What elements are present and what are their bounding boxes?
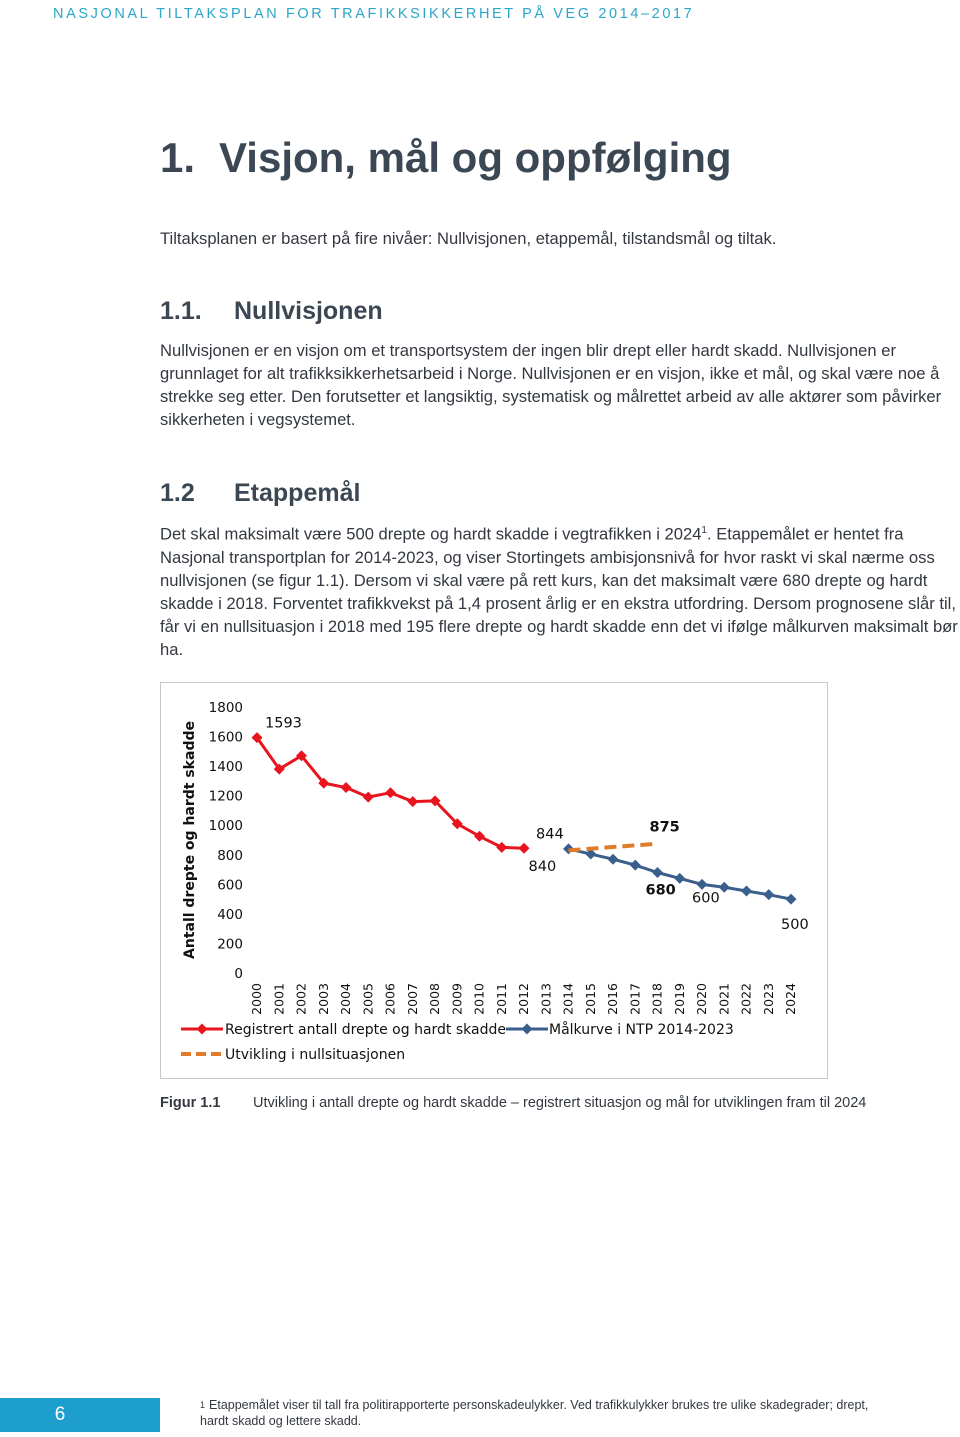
legend-label: Målkurve i NTP 2014-2023 — [549, 1022, 734, 1038]
data-label: 500 — [781, 917, 809, 934]
data-point — [741, 885, 752, 896]
section-title: Nullvisjonen — [234, 297, 383, 325]
y-tick-label: 800 — [217, 847, 243, 864]
legend-swatch-marker — [522, 1024, 533, 1035]
x-tick-label: 2021 — [716, 983, 732, 1015]
x-tick-label: 2000 — [249, 983, 264, 1015]
x-tick-label: 2011 — [493, 983, 509, 1015]
y-tick-label: 1800 — [208, 700, 243, 716]
data-point — [630, 860, 641, 871]
x-tick-label: 2014 — [560, 983, 576, 1015]
data-label: 840 — [528, 858, 557, 875]
section-number: 1.1. — [160, 297, 202, 325]
data-point — [385, 787, 396, 798]
x-tick-label: 2006 — [382, 983, 398, 1015]
x-tick-label: 2001 — [271, 983, 287, 1015]
data-point — [697, 879, 708, 890]
chapter-heading — [160, 134, 732, 182]
y-tick-label: 1400 — [208, 759, 243, 776]
data-point — [786, 894, 797, 905]
x-tick-label: 2013 — [538, 983, 554, 1015]
data-label: 680 — [645, 882, 676, 899]
data-point — [674, 873, 685, 884]
data-point — [652, 867, 663, 878]
x-tick-label: 2005 — [360, 983, 376, 1015]
section-number: 1.2 — [160, 479, 195, 507]
etappemal-text-end: . Etappemålet er hentet fra Nasjonal transportplan for 2014-2023, og viser Stortingets ambisjonsnivå for hvor raskt vi skal nærme oss nullvisjonen (se figur 1.1). Dersom vi skal være på rett kurs, kan det maksimalt være 680 drepte og hardt skadde i 2018. Forventet trafikkvekst på 1,4 prosent årlig er en ekstra utfordring. Dersom prognosene slår til, får vi en nullsituasjon i 2018 med 195 flere drepte og hardt skadde enn det vi ifølge målkurven maksimalt bør ha. — [160, 524, 958, 659]
x-tick-label: 2010 — [471, 983, 487, 1015]
x-tick-label: 2012 — [516, 983, 531, 1015]
chapter-number: 1. — [160, 134, 196, 181]
x-tick-label: 2008 — [427, 983, 442, 1015]
x-tick-label: 2018 — [649, 983, 665, 1015]
x-tick-label: 2002 — [293, 983, 309, 1015]
legend-swatch-marker — [197, 1024, 208, 1035]
section-heading-tilstandsmal — [160, 1178, 234, 1207]
data-point — [341, 782, 352, 793]
x-tick-label: 2019 — [671, 983, 687, 1015]
x-tick-label: 2007 — [404, 983, 420, 1015]
footnote-text: Etappemålet viser til tall fra politirapporterte personskadeulykker. Ved trafikkulykker brukes tre ulike skadegrader; drept, hardt skadd og lettere skadd. — [200, 1398, 869, 1428]
data-label: 1593 — [265, 715, 302, 732]
x-tick-label: 2020 — [694, 983, 709, 1015]
section-title: Etappemål — [234, 479, 361, 507]
data-point — [519, 843, 530, 854]
data-point — [763, 889, 774, 900]
y-tick-label: 400 — [217, 906, 243, 923]
y-tick-label: 200 — [217, 936, 243, 953]
figure-label: Figur 1.1 — [160, 1095, 221, 1111]
legend-label: Utvikling i nullsituasjonen — [225, 1047, 406, 1063]
running-header: NASJONAL TILTAKSPLAN FOR TRAFIKKSIKKERHET PÅ VEG 2014–2017 — [53, 6, 695, 22]
y-tick-label: 0 — [234, 966, 243, 982]
footnote-mark: 1 — [200, 1400, 206, 1410]
x-tick-label: 2016 — [605, 983, 620, 1015]
data-point — [608, 854, 619, 865]
etappemal-text-start: Det skal maksimalt være 500 drepte og hardt skadde i vegtrafikken i 2024 — [160, 524, 702, 544]
x-tick-label: 2022 — [738, 983, 754, 1015]
section-heading-nullvisjonen — [160, 297, 383, 326]
nullvisjonen-paragraph: Nullvisjonen er en visjon om et transportsystem der ingen blir drept eller hardt skadd. Nullvisjonen er grunnlaget for alt trafikksikkerhetsarbeid i Norge. Nullvisjonen er en visjon, ikke et mål, og skal være noe å strekke seg etter. Den forutsetter et langsiktig, systematisk og målrettet arbeid av alle aktører som påvirker sikkerheten i vegsystemet. — [160, 341, 942, 429]
x-tick-label: 2017 — [627, 983, 643, 1015]
x-tick-label: 2004 — [338, 983, 353, 1015]
footnote-reference[interactable]: 1 — [701, 525, 707, 536]
data-label: 600 — [692, 890, 720, 907]
y-tick-label: 1600 — [208, 729, 243, 746]
y-tick-label: 1200 — [208, 788, 243, 805]
chapter-title: Visjon, mål og oppfølging — [219, 134, 732, 181]
etappemal-paragraph — [160, 519, 960, 661]
data-point — [363, 792, 374, 803]
section-heading-etappemal — [160, 479, 360, 508]
y-tick-label: 600 — [217, 877, 243, 894]
y-axis-label: Antall drepte og hardt skadde — [182, 721, 198, 959]
x-tick-label: 2009 — [449, 983, 465, 1015]
data-point — [407, 796, 418, 807]
data-point — [496, 842, 507, 853]
legend-label: Registrert antall drepte og hardt skadde — [225, 1022, 506, 1038]
series-line-2 — [569, 844, 658, 851]
figure-chart-frame — [160, 682, 828, 1079]
x-tick-label: 2024 — [783, 983, 798, 1015]
data-label: 844 — [536, 826, 564, 843]
page-number: 6 — [54, 1404, 66, 1425]
y-tick-label: 1000 — [208, 818, 243, 835]
x-tick-label: 2003 — [315, 983, 331, 1015]
chapter-intro: Tiltaksplanen er basert på fire nivåer: Nullvisjonen, etappemål, tilstandsmål og tiltak. — [160, 229, 777, 248]
data-point — [719, 882, 730, 893]
data-label: 875 — [649, 819, 680, 836]
x-tick-label: 2015 — [582, 983, 598, 1015]
line-chart — [161, 683, 829, 1080]
x-tick-label: 2023 — [760, 983, 776, 1015]
footnote — [200, 1397, 900, 1429]
figure-caption: Utvikling i antall drepte og hardt skadde – registrert situasjon og mål for utviklingen fram til 2024 — [253, 1095, 867, 1111]
